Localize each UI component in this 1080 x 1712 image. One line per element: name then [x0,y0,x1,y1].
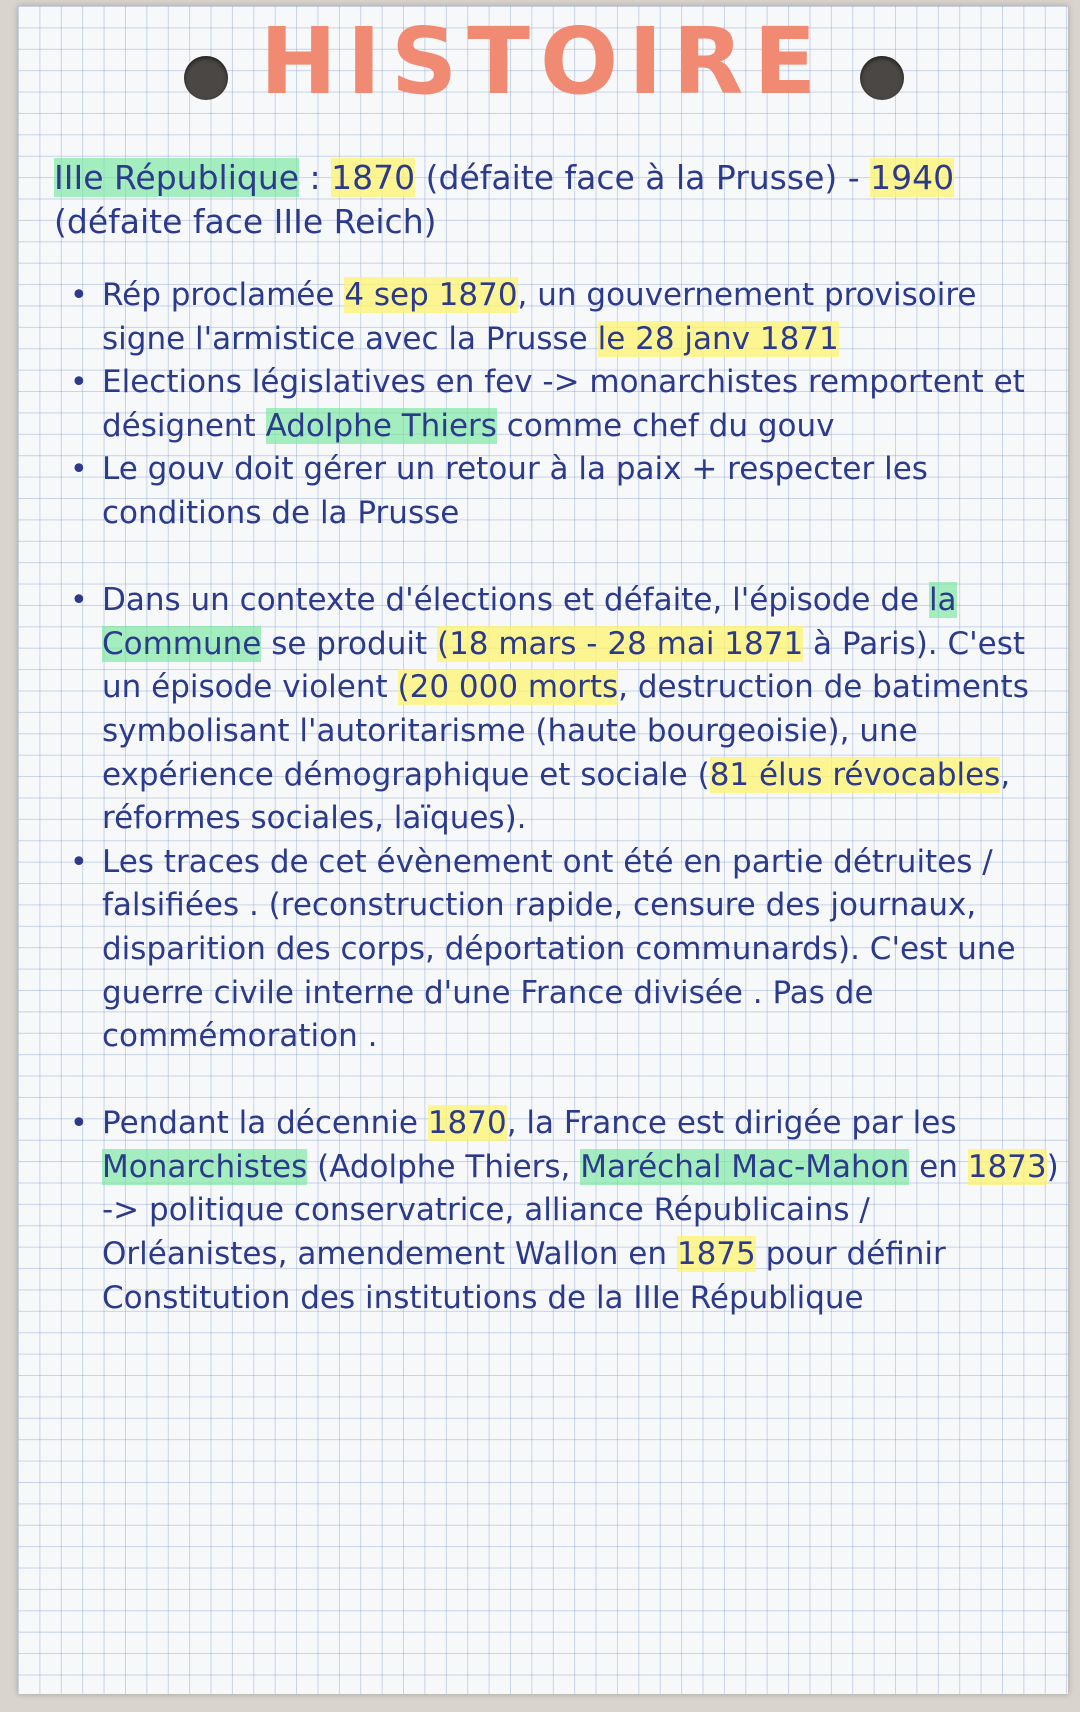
end-year: 1940 [870,158,955,197]
page-title: HISTOIRE [259,8,827,115]
republic-label: IIIe République [54,158,300,197]
note-bullet-6: • Pendant la décennie 1870, la France est dirigée par les Monarchistes (Adolphe Thiers, Maréchal Mac-Mahon en 1873) -> politique conservatrice, alliance Républicains / Orléanistes, amendement Wallon en 1875 pour définir Constitution des institutions de la IIIe République [72,1102,1062,1320]
end-note: (défaite face IIIe Reich) [54,202,437,241]
note-bullet-1: • Rép proclamée 4 sep 1870, un gouvernement provisoire signe l'armistice avec la Prusse le 28 janv 1871 [72,274,1062,361]
spacer [72,1059,1062,1103]
notes-body [72,274,1062,1320]
spacer [72,536,1062,580]
note-bullet-5: • Les traces de cet évènement ont été en partie détruites / falsifiées . (reconstruction rapide, censure des journaux, disparition des corps, déportation communards). C'est une guerre civile interne d'une France divisée . Pas de commémoration . [72,841,1062,1059]
note-bullet-2: • Elections législatives en fev -> monarchistes remportent et désignent Adolphe Thiers comme chef du gouv [72,361,1062,448]
note-bullet-4: • Dans un contexte d'élections et défaite, l'épisode de la Commune se produit (18 mars - 28 mai 1871 à Paris). C'est un épisode violent (20 000 morts, destruction de batiments symbolisant l'autoritarisme (haute bourgeoisie), une expérience démographique et sociale (81 élus révocables, réformes sociales, laïques). [72,579,1062,841]
note-bullet-3: • Le gouv doit gérer un retour à la paix + respecter les conditions de la Prusse [72,448,1062,535]
notebook-sheet [18,6,1068,1694]
start-note: (défaite face à la Prusse) - [415,158,871,197]
header-line: IIIe République : 1870 (défaite face à la Prusse) - 1940 (défaite face IIIe Reich) [54,158,955,241]
start-year: 1870 [331,158,416,197]
